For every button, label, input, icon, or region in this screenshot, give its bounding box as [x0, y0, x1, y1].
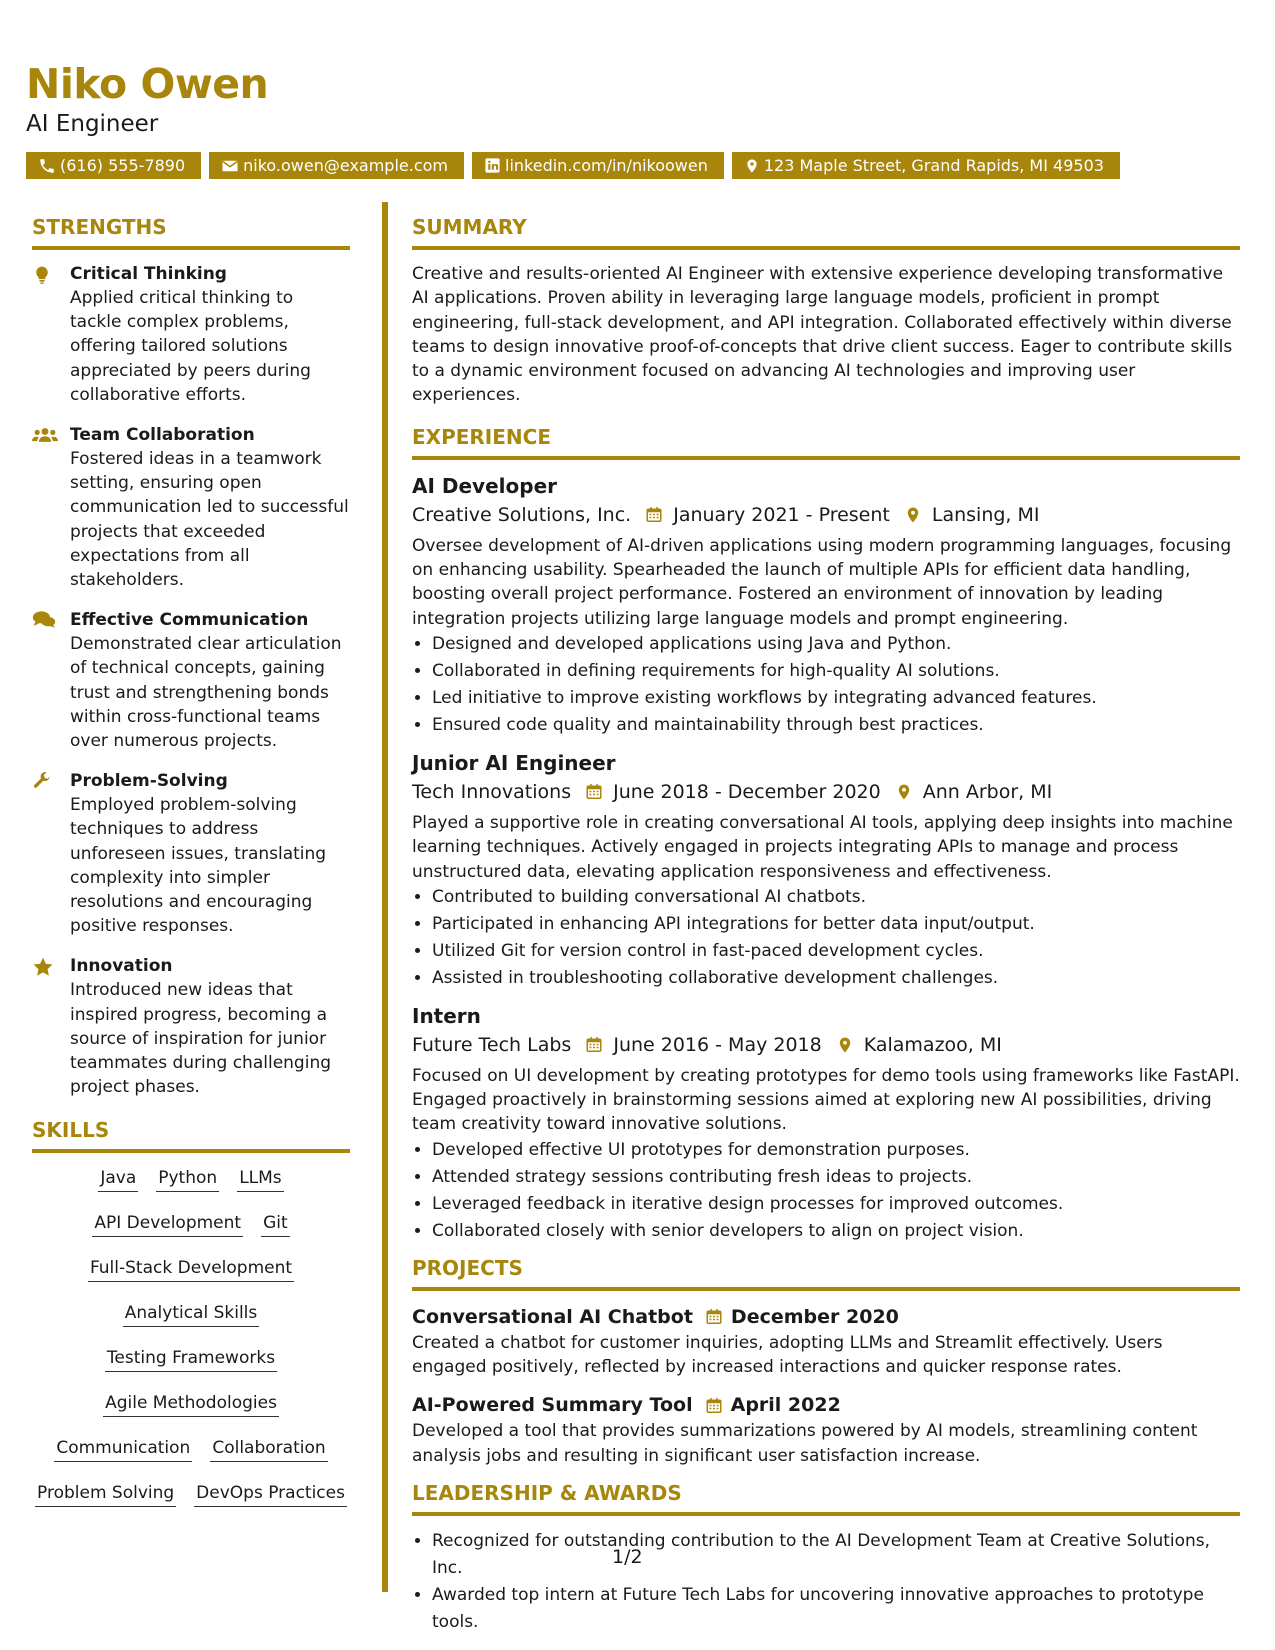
right-column	[412, 214, 1240, 1646]
left-column	[32, 214, 350, 1525]
skill-row	[32, 1210, 350, 1255]
list-item: • Utilized Git for version control in fast-paced development cycles.	[432, 938, 1240, 965]
strength-desc: Applied critical thinking to tackle complex problems, offering tailored solutions appreciated by peers during collaborative efforts.	[70, 288, 311, 405]
skill-tag: Git	[261, 1210, 290, 1237]
strength-item	[32, 608, 350, 753]
project-description: Created a chatbot for customer inquiries, adopting LLMs and Streamlit effectively. Users engaged positively, reflected by increased interactions and quicker response rates.	[412, 1332, 1163, 1378]
skill-row	[32, 1165, 350, 1210]
skill-tag: DevOps Practices	[194, 1480, 347, 1507]
job-company: Future Tech Labs	[412, 1033, 572, 1056]
skill-tag: Python	[156, 1165, 219, 1192]
skill-row	[32, 1480, 350, 1525]
map-pin-icon	[744, 157, 760, 175]
linkedin-icon	[484, 157, 501, 174]
list-item: • Collaborated closely with senior developers to align on project vision.	[432, 1218, 1240, 1245]
column-divider	[382, 202, 388, 1592]
resume-header	[26, 58, 268, 138]
skill-row	[32, 1345, 350, 1390]
list-item: • Awarded top intern at Future Tech Labs for uncovering innovative approaches to prototype tools.	[432, 1582, 1240, 1636]
project-date: April 2022	[730, 1394, 841, 1417]
page-indicator: 1/2	[612, 1546, 643, 1568]
skill-tag: Communication	[54, 1435, 192, 1462]
list-item: • Participated in enhancing API integrations for better data input/output.	[432, 911, 1240, 938]
wrench-icon	[32, 771, 52, 791]
job-entry	[412, 472, 1240, 739]
job-title: AI Developer	[412, 473, 557, 498]
skill-tag: Analytical Skills	[123, 1300, 260, 1327]
contact-linkedin[interactable]	[472, 152, 724, 179]
strength-desc: Employed problem-solving techniques to address unforeseen issues, translating complexity into simpler resolutions and encouraging positive responses.	[70, 795, 327, 937]
job-location: Lansing, MI	[931, 503, 1040, 526]
job-dates: June 2018 - December 2020	[613, 780, 881, 803]
job-location: Kalamazoo, MI	[863, 1033, 1002, 1056]
job-description: Focused on UI development by creating prototypes for demo tools using frameworks like FastAPI. Engaged proactively in brainstorming sessions aimed at exploring new AI possibilities, driving team creativity toward innovative solutions.	[412, 1065, 1240, 1135]
skill-row	[32, 1255, 350, 1300]
strength-item	[32, 423, 350, 592]
strength-title: Problem-Solving	[70, 771, 228, 792]
list-item: • Recognized for outstanding contribution to the AI Development Team at Creative Solutions, Inc.	[432, 1528, 1240, 1582]
project-header	[412, 1303, 1240, 1331]
star-icon	[32, 956, 54, 978]
list-item: • Contributed to building conversational AI chatbots.	[432, 884, 1240, 911]
job-entry	[412, 749, 1240, 992]
job-meta	[412, 500, 1240, 530]
list-item: • Led initiative to improve existing workflows by integrating advanced features.	[432, 685, 1240, 712]
candidate-role: AI Engineer	[26, 111, 159, 137]
skill-tag: Agile Methodologies	[103, 1390, 279, 1417]
job-description: Played a supportive role in creating conversational AI tools, applying deep insights into machine learning techniques. Actively engaged in projects integrating APIs to manage and process unstructured data, elevating application responsiveness and effectiveness.	[412, 812, 1233, 882]
project-date: December 2020	[730, 1305, 899, 1328]
envelope-icon	[221, 157, 239, 175]
list-item: • Designed and developed applications using Java and Python.	[432, 631, 1240, 658]
job-meta	[412, 1030, 1240, 1060]
job-bullets	[412, 1137, 1240, 1245]
calendar-icon	[585, 1035, 603, 1054]
job-title: Intern	[412, 1003, 481, 1028]
contact-address	[732, 152, 1120, 179]
contact-bar	[26, 152, 1120, 179]
job-location: Ann Arbor, MI	[922, 780, 1053, 803]
project-description: Developed a tool that provides summarizations powered by AI models, streamlining content analysis jobs and resulting in significant user satisfaction increase.	[412, 1421, 1198, 1466]
job-description: Oversee development of AI-driven applications using modern programming languages, focusing on enhancing usability. Spearheaded the launch of multiple APIs for efficient data handling, boosting overall project performance. Fostered an environment of innovation by leading integration projects utilizing large language models and prompt engineering.	[412, 535, 1232, 629]
list-item: • Collaborated in defining requirements for high-quality AI solutions.	[432, 658, 1240, 685]
calendar-icon	[585, 782, 603, 801]
job-meta	[412, 777, 1240, 807]
strengths-heading: STRENGTHS	[32, 214, 350, 250]
job-title: Junior AI Engineer	[412, 750, 616, 775]
strength-title: Effective Communication	[70, 610, 309, 631]
summary-heading: SUMMARY	[412, 214, 1240, 250]
strength-title: Critical Thinking	[70, 264, 227, 284]
awards-list	[412, 1528, 1240, 1636]
skill-tag: LLMs	[237, 1165, 283, 1192]
list-item: • Attended strategy sessions contributing fresh ideas to projects.	[432, 1164, 1240, 1191]
contact-phone	[26, 152, 201, 179]
contact-email[interactable]	[209, 152, 464, 179]
awards-heading: LEADERSHIP & AWARDS	[412, 1480, 1240, 1516]
skill-row	[32, 1300, 350, 1345]
calendar-icon	[645, 505, 663, 524]
map-pin-icon	[895, 782, 913, 802]
skill-row	[32, 1435, 350, 1480]
strength-item	[32, 262, 350, 407]
skill-tag: Problem Solving	[35, 1480, 176, 1507]
project-entry	[412, 1303, 1240, 1380]
strength-desc: Introduced new ideas that inspired progress, becoming a source of inspiration for junior teammates during challenging project phases.	[70, 980, 332, 1098]
phone-icon	[38, 157, 56, 175]
list-item: • Developed effective UI prototypes for demonstration purposes.	[432, 1137, 1240, 1164]
contact-address-text: 123 Maple Street, Grand Rapids, MI 49503	[763, 156, 1104, 175]
job-company: Tech Innovations	[412, 780, 572, 803]
calendar-icon	[705, 1396, 723, 1415]
skill-tag: Testing Frameworks	[105, 1345, 277, 1372]
skill-tag: API Development	[92, 1210, 243, 1237]
map-pin-icon	[836, 1035, 854, 1055]
skill-row	[32, 1390, 350, 1435]
skill-tag: Java	[98, 1165, 138, 1192]
chat-bubbles-icon	[32, 610, 56, 630]
job-company: Creative Solutions, Inc.	[412, 503, 632, 526]
experience-heading: EXPERIENCE	[412, 424, 1240, 460]
job-dates: January 2021 - Present	[673, 503, 890, 526]
job-bullets	[412, 884, 1240, 992]
users-icon	[32, 425, 58, 445]
lightbulb-icon	[32, 264, 52, 286]
candidate-name: Niko Owen	[26, 60, 269, 108]
summary-text: Creative and results-oriented AI Engineer with extensive experience developing transformative AI applications. Proven ability in leveraging large language models, proficient in prompt engineering, full-stack development, and API integration. Collaborated effectively within diverse teams to design innovative proof-of-concepts that drive client success. Eager to contribute skills to a dynamic environment focused on advancing AI technologies and improving user experiences.	[412, 264, 1233, 406]
project-name: AI-Powered Summary Tool	[412, 1394, 693, 1417]
list-item: • Assisted in troubleshooting collaborative development challenges.	[432, 965, 1240, 992]
map-pin-icon	[904, 505, 922, 525]
job-dates: June 2016 - May 2018	[613, 1033, 822, 1056]
strength-item	[32, 769, 350, 938]
skill-tag: Full-Stack Development	[88, 1255, 294, 1282]
skill-tag: Collaboration	[210, 1435, 327, 1462]
job-entry	[412, 1002, 1240, 1245]
project-entry	[412, 1391, 1240, 1468]
list-item: • Ensured code quality and maintainability through best practices.	[432, 712, 1240, 739]
skills-list	[32, 1165, 350, 1525]
contact-phone-text: (616) 555-7890	[60, 156, 186, 175]
strength-item	[32, 954, 350, 1099]
skills-heading: SKILLS	[32, 1117, 350, 1153]
strength-title: Team Collaboration	[70, 425, 255, 446]
project-header	[412, 1391, 1240, 1419]
strength-desc: Fostered ideas in a teamwork setting, ensuring open communication led to successful projects that exceeded expectations from all stakeholders.	[70, 449, 349, 591]
projects-heading: PROJECTS	[412, 1255, 1240, 1291]
list-item: • Leveraged feedback in iterative design processes for improved outcomes.	[432, 1191, 1240, 1218]
calendar-icon	[705, 1307, 723, 1326]
strength-title: Innovation	[70, 956, 173, 977]
job-bullets	[412, 631, 1240, 739]
contact-linkedin-text: linkedin.com/in/nikoowen	[505, 156, 708, 175]
strength-desc: Demonstrated clear articulation of technical concepts, gaining trust and strengthening bonds within cross-functional teams over numerous projects.	[70, 634, 342, 752]
project-name: Conversational AI Chatbot	[412, 1305, 693, 1328]
contact-email-text: niko.owen@example.com	[243, 156, 448, 175]
